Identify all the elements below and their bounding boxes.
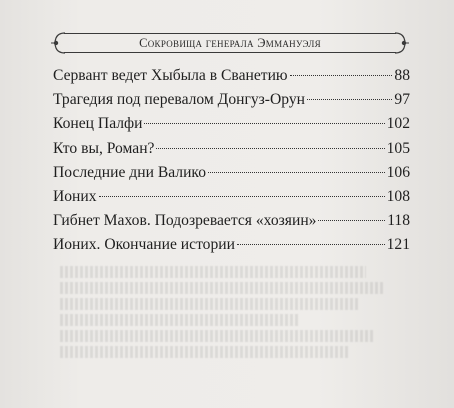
toc-entry	[53, 88, 410, 112]
header-rule-bottom	[64, 52, 396, 53]
toc-entry	[53, 233, 410, 257]
toc-entry-page: 105	[386, 139, 410, 157]
toc-leader-dots	[99, 195, 385, 197]
running-header-title: Сокровища генерала Эммануэля	[139, 36, 321, 50]
table-of-contents	[53, 64, 410, 258]
running-header-ornament	[50, 30, 410, 56]
toc-entry	[53, 112, 410, 136]
toc-leader-dots	[237, 243, 385, 245]
toc-leader-dots	[307, 98, 392, 100]
toc-entry	[53, 64, 410, 88]
toc-entry	[53, 185, 410, 209]
toc-entry-page: 108	[386, 187, 410, 205]
ornament-right-icon	[394, 30, 410, 56]
toc-entry-title: Ионих. Окончание истории	[53, 236, 235, 254]
toc-entry-title: Сервант ведет Хыбыла в Сванетию	[53, 67, 288, 84]
toc-entry-title: Кто вы, Роман?	[53, 139, 155, 157]
header-rule-top	[64, 33, 396, 34]
toc-entry-title: Ионих	[53, 187, 97, 205]
toc-entry-page: 121	[386, 236, 410, 254]
toc-leader-dots	[318, 219, 385, 221]
toc-entry-title: Гибнет Махов. Подозревается «хозяин»	[53, 212, 317, 230]
toc-entry-page: 118	[387, 212, 410, 230]
toc-entry-title: Последние дни Валико	[53, 163, 206, 181]
toc-leader-dots	[208, 171, 385, 173]
toc-entry	[53, 161, 410, 185]
show-through-text	[60, 262, 400, 382]
toc-entry-page: 102	[386, 115, 410, 133]
toc-leader-dots	[156, 147, 384, 149]
toc-entry	[53, 137, 410, 161]
toc-entry-page: 88	[394, 67, 410, 84]
toc-entry-title: Трагедия под перевалом Донгуз-Орун	[53, 91, 305, 109]
toc-leader-dots	[144, 122, 384, 124]
toc-entry-page: 97	[394, 91, 410, 109]
toc-leader-dots	[290, 74, 393, 76]
toc-entry-title: Конец Палфи	[53, 115, 143, 133]
toc-entry-page: 106	[386, 163, 410, 181]
toc-entry	[53, 209, 410, 233]
